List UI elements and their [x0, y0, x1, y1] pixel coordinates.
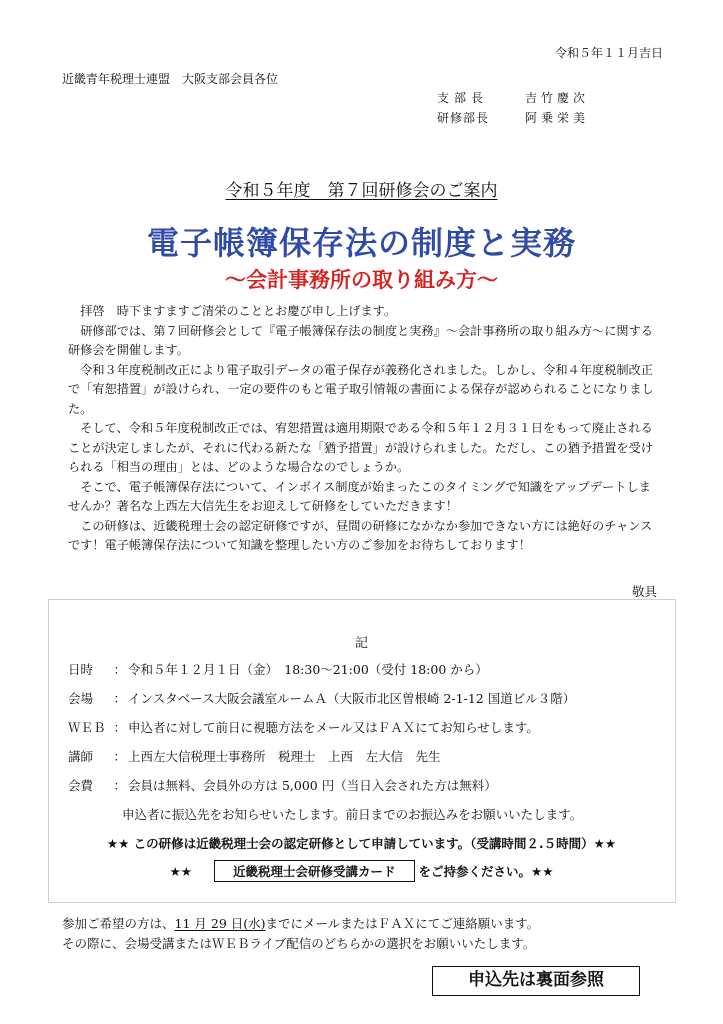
notice-title-text: 令和５年度 第７回研修会のご案内 [225, 181, 498, 201]
seminar-title: 電子帳簿保存法の制度と実務 [146, 224, 576, 262]
recipient: 近畿青年税理士連盟 大阪支部会員各位 [62, 72, 279, 86]
detail-value: 申込者に対して前日に視聴方法をメール又はＦＡＸにてお知らせします。 [128, 720, 539, 735]
sender-role: 研修部長 [437, 111, 490, 125]
attendance-card-label: 近畿税理士会研修受講カード [214, 860, 415, 882]
body-paragraph: 拝啓 時下ますますご清栄のこととお慶び申し上げます。 [80, 304, 397, 318]
sender-name: 阿乗栄美 [525, 111, 590, 125]
reference-box: 申込先は裏面参照 [432, 966, 640, 996]
seminar-subtitle: 〜会計事務所の取り組み方〜 [225, 268, 498, 292]
card-prefix: ★★ [169, 864, 192, 879]
sender-name: 吉竹慶次 [525, 91, 590, 105]
body-paragraph: この研修は、近畿税理士会の認定研修ですが、昼間の研修になかなか参加できない方には絶好のチャンスです！電子帳簿保存法について知識を整理したい方のご参加をお待ちしております！ [68, 518, 653, 552]
detail-value: インスタベース大阪会議室ルームＡ（大阪市北区曽根崎 2-1-12 国道ビル３階） [128, 691, 576, 706]
footer-text: までにメールまたはＦＡＸにてご連絡願います。 [265, 916, 540, 931]
card-note [0, 860, 723, 882]
detail-label: 日時 ： [68, 662, 126, 677]
body-paragraph: 研修部では、第７回研修会として『電子帳簿保存法の制度と実務』〜会計事務所の取り組み方〜に関する研修会を開催します。 [68, 323, 653, 357]
detail-label-text: 会費 [68, 778, 94, 793]
detail-value: 令和５年１２月１日（金） 18:30〜21:00（受付 18:00 から） [128, 662, 488, 677]
issue-date: 令和５年１１月吉日 [554, 46, 663, 60]
detail-lecturer [68, 747, 441, 765]
detail-web [68, 718, 539, 736]
body-paragraph: 令和３年度税制改正により電子取引データの電子保存が義務化されました。しかし、令和４年度税制改正で「宥恕措置」が設けられ、一定の要件のもと電子取引情報の書面による保存が認められることになりました。 [68, 362, 654, 416]
detail-label: 会場 ： [68, 691, 126, 706]
sender-row [437, 108, 589, 128]
transfer-note: 申込者に振込先をお知らせいたします。前日までのお振込みをお願いいたします。 [122, 807, 583, 822]
detail-label: 会費 ： [68, 778, 126, 793]
footer-line-2: その際に、会場受講またはＷＥＢライブ配信のどちらかの選択をお願いいたします。 [62, 936, 536, 951]
ki-heading: 記 [354, 636, 368, 651]
detail-fee [68, 776, 497, 794]
notice-title [0, 176, 723, 201]
sender-row [437, 88, 589, 108]
invitation-body [68, 302, 658, 556]
footer-line-1 [62, 914, 539, 932]
senders [437, 88, 589, 128]
card-suffix: をご持参ください。★★ [418, 864, 554, 879]
body-paragraph: そこで、電子帳簿保存法について、インボイス制度が始まったこのタイミングで知識をアップデートしませんか？著名な上西左大信先生をお迎えして研修をしていただきます！ [68, 479, 651, 513]
detail-value: 会員は無料、会員外の方は 5,000 円（当日入会された方は無料） [128, 778, 497, 793]
detail-label-text: 会場 [68, 691, 94, 706]
detail-label-text: 講師 [68, 749, 94, 764]
closing-word: 敬具 [631, 584, 657, 599]
detail-venue [68, 689, 575, 707]
detail-value: 上西左大信税理士事務所 税理士 上西 左大信 先生 [128, 749, 441, 764]
deadline-date: 11 月 29 日(水) [174, 916, 266, 931]
sender-role: 支部長 [437, 91, 489, 105]
certified-note: ★★ この研修は近畿税理士会の認定研修として申請しています。（受講時間２.５時間）★★ [106, 836, 617, 851]
detail-label: 講師 ： [68, 749, 126, 764]
detail-label-text: ＷＥＢ [68, 720, 106, 735]
footer-text: 参加ご希望の方は、 [62, 916, 175, 931]
detail-label-text: 日時 [68, 662, 94, 677]
body-paragraph: そして、令和５年度税制改正では、宥恕措置は適用期限である令和５年１２月３１日をもって廃止されることが決定しましたが、それに代わる新たな「猶予措置」が設けられました。ただし、この猶予措置を受けられる「相当の理由」とは、どのような場合なのでしょうか。 [68, 421, 653, 474]
detail-label: ＷＥＢ ： [68, 720, 126, 735]
detail-datetime [68, 660, 488, 678]
